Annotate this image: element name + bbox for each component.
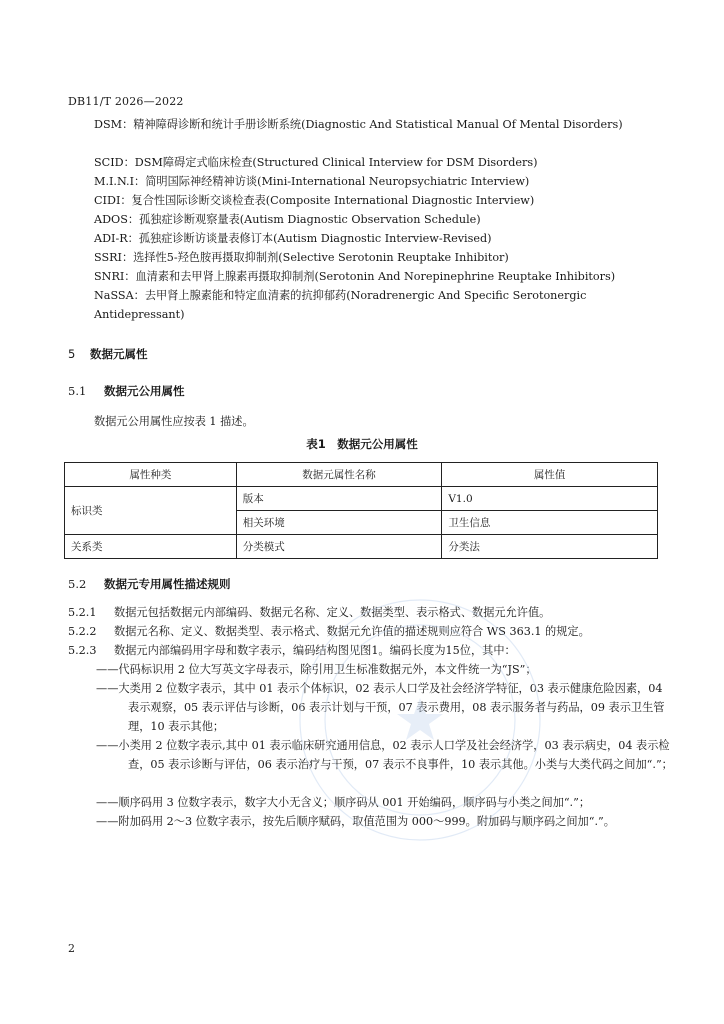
list-item-minor-category: ——小类用 2 位数字表示,其中 01 表示临床研究通用信息，02 表示人口学及社会经济学，03 表示病史，04 表示检查，05 表示诊断与评估，06 表示治疗与干预，07 表示不良事件，10 表示其他。小类与大类代码之间加“.”； [96,739,673,771]
section-title: 数据元公用属性 [104,384,185,398]
rule-5-2-2 [68,622,648,641]
abbreviation-cidi: CIDI：复合性国际诊断交谈检查表(Composite International Diagnostic Interview) [94,194,535,207]
abbreviation-adi-r: ADI-R：孤独症诊断访谈量表修订本(Autism Diagnostic Interview-Revised) [94,232,492,245]
list-item-sequence-code: ——顺序码用 3 位数字表示，数字大小无含义；顺序码从 001 开始编码，顺序码与小类之间加“.”； [96,796,591,809]
rule-text: 数据元内部编码用字母和数字表示，编码结构图见图1。编码长度为15位，其中： [114,644,516,657]
document-code: DB11/T 2026—2022 [68,95,184,108]
abbreviation-dsm: DSM：精神障碍诊断和统计手册诊断系统(Diagnostic And Statistical Manual Of Mental Disorders) [94,118,623,131]
rule-number: 5.2.3 [68,644,97,657]
rule-text: 数据元名称、定义、数据类型、表示格式、数据元允许值的描述规则应符合 WS 363.1 的规定。 [114,625,590,638]
abbreviation-ados: ADOS：孤独症诊断观察量表(Autism Diagnostic Observation Schedule) [94,213,481,226]
section-5-2-heading [68,576,231,592]
table-header-row [65,463,658,487]
section-5-1-heading [68,383,185,399]
abbreviation-mini: M.I.N.I：简明国际神经精神访谈(Mini-International Neuropsychiatric Interview) [94,175,530,188]
section-number: 5 [68,347,76,361]
section-5-heading [68,346,148,362]
table-cell-name: 相关环境 [236,511,442,535]
section-title: 数据元属性 [90,347,148,361]
table-row [65,487,658,511]
table-cell-name: 分类模式 [236,535,442,559]
rule-5-2-3 [68,641,648,660]
section-number: 5.1 [68,384,87,398]
table-cell-name: 版本 [236,487,442,511]
rule-number: 5.2.1 [68,606,97,619]
table-row [65,535,658,559]
table-header-cell: 属性种类 [65,463,237,487]
rule-text: 数据元包括数据元内部编码、数据元名称、定义、数据类型、表示格式、数据元允许值。 [114,606,551,619]
table-cell-category: 标识类 [65,487,237,535]
table-cell-value: V1.0 [442,487,658,511]
table-header-cell: 属性值 [442,463,658,487]
abbreviation-ssri: SSRI：选择性5-羟色胺再摄取抑制剂(Selective Serotonin Reuptake Inhibitor) [94,251,509,264]
table-header-cell: 数据元属性名称 [236,463,442,487]
abbreviation-nassa: NaSSA：去甲肾上腺素能和特定血清素的抗抑郁药(Noradrenergic And Specific Serotonergic Antidepressant) [94,289,587,321]
list-item-code-identifier: ——代码标识用 2 位大写英文字母表示，除引用卫生标准数据元外，本文件统一为“JS”； [96,663,537,676]
table-cell-value: 卫生信息 [442,511,658,535]
rule-number: 5.2.2 [68,625,97,638]
abbreviation-snri: SNRI：血清素和去甲肾上腺素再摄取抑制剂(Serotonin And Norepinephrine Reuptake Inhibitors) [94,270,616,283]
attributes-table [64,462,658,559]
section-number: 5.2 [68,577,87,591]
abbreviation-scid: SCID：DSM障碍定式临床检查(Structured Clinical Interview for DSM Disorders) [94,156,538,169]
table-cell-value: 分类法 [442,535,658,559]
list-item-additional-code: ——附加码用 2～3 位数字表示，按先后顺序赋码，取值范围为 000～999。附加码与顺序码之间加“.”。 [96,815,615,828]
table-intro: 数据元公用属性应按表 1 描述。 [94,415,254,428]
table-cell-category: 关系类 [65,535,237,559]
table-caption: 表1 数据元公用属性 [306,437,418,451]
page-number: 2 [68,942,75,955]
section-title: 数据元专用属性描述规则 [104,577,231,591]
list-item-major-category: ——大类用 2 位数字表示，其中 01 表示个体标识，02 表示人口学及社会经济学特征，03 表示健康危险因素，04 表示观察，05 表示评估与诊断，06 表示计划与干预，07 表示费用，08 表示服务者与药品，09 表示卫生管理，10 表示其他； [96,682,665,733]
rule-5-2-1 [68,603,648,622]
